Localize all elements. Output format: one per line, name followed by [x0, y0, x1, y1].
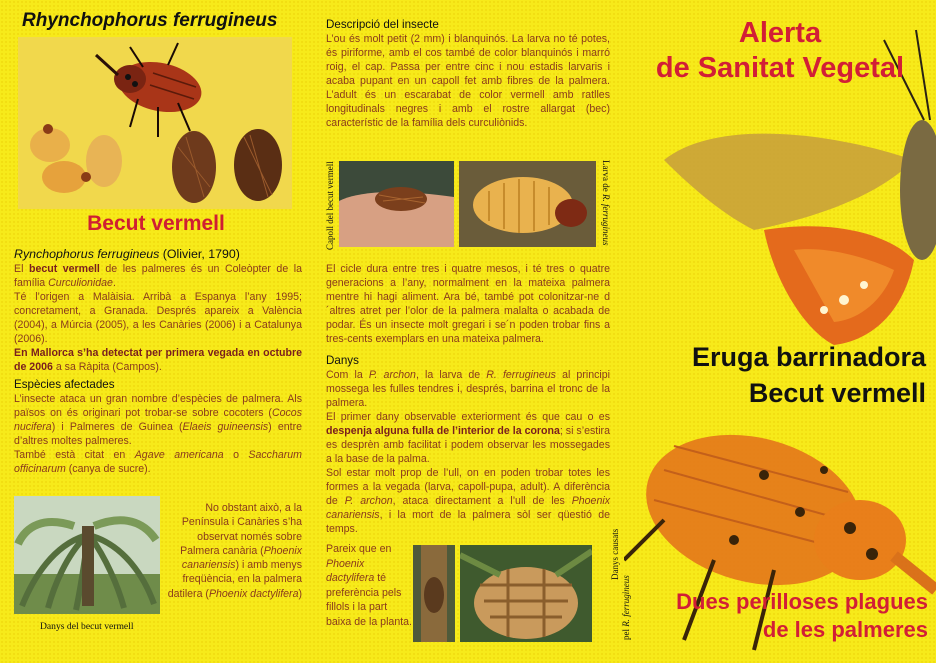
text-run: També està citat en: [14, 449, 135, 461]
text-run-italic: Phoenix canariensis: [326, 495, 610, 521]
text-run-italic: R. ferrugineus: [601, 193, 611, 246]
text-run-italic: Saccharum officinarum: [14, 449, 303, 475]
text-run-bold: despenja alguna fulla de l’interior de la corona: [326, 425, 560, 437]
description-heading: Descripció del insecte: [326, 18, 439, 31]
alert-line-1: Alerta: [738, 17, 822, 49]
cover-title-line-1: Eruga barrinadora: [691, 342, 926, 372]
cover-subtitle-line-1: Dues perilloses plagues: [676, 589, 928, 614]
cover-artwork: [624, 0, 936, 663]
text-run: ) entre d’altres moltes palmeres.: [14, 421, 302, 447]
description-block: [326, 14, 610, 130]
text-run: a sa Ràpita (Campos).: [52, 361, 162, 373]
cycle-block: [326, 262, 610, 536]
weevil-life-stages-figure: [18, 37, 292, 209]
text-run: Danys causats: [610, 528, 620, 580]
text-run-italic: Agave americana: [134, 449, 224, 461]
text-run-italic: P. archon: [344, 495, 393, 507]
cocoon-in-hand-photo: [339, 161, 454, 247]
text-run: Sol estar molt prop de l’ull, on en poden trobar totes les formes a la vegada (larva, capoll-pupa, adult). A diferència de: [326, 467, 610, 507]
cover-title-line-2: Becut vermell: [748, 378, 926, 408]
section-heading-becut-vermell: Becut vermell: [87, 212, 225, 235]
text-run: Larva de: [601, 160, 611, 194]
trunk-damage-photo: [413, 545, 455, 642]
description-paragraph: L’ou és molt petit (2 mm) i blanquinós. La larva no té potes, és piriforme, amb el cos també de color blanquinós i marró roig, el cap. Passa per entre cinc i nou estadis larvaris i acaba pupant en un capoll fet amb fibres de la palmera. L’adult és un escarabat de color vermell amb ratlles longitudinals negres i amb el rostre allargat (bec) característic de la família dels curculiònids.: [326, 33, 610, 129]
middle-panel: [312, 0, 631, 663]
text-run-bold: becut vermell: [28, 263, 100, 275]
crown-damage-photo: [460, 545, 592, 642]
affected-species-paragraph: [14, 392, 302, 448]
cycle-paragraph: El cicle dura entre tres i quatre mesos, i té tres o quatre generacions a l’any, normalment en la mateixa palmera mentre hi hagi aliment. Ara bé, també pot colonitzar-ne d´altres atret per l’olor de la palmera malalta o acabada de podar. És un insecte molt gregari i se´n poden trobar fins a tres-cents exemplars en una mateixa palmera.: [326, 263, 610, 345]
text-run: (canya de sucre).: [65, 463, 151, 475]
text-run: ): [298, 587, 302, 600]
intro-paragraph: [14, 262, 302, 290]
lead-line: [14, 247, 302, 262]
text-run: ) i amb menys freqüència, en la palmera datilera (: [167, 559, 302, 600]
text-run-italic: Phoenix dactylifera: [208, 587, 299, 600]
damage-paragraph-3: [326, 466, 610, 536]
preference-note: [326, 542, 412, 629]
text-run-italic: Cocos nucifera: [14, 407, 302, 433]
species-title: Rhynchophorus ferrugineus: [22, 10, 278, 31]
mallorca-paragraph: [14, 346, 302, 374]
text-run-italic: P. archon: [368, 369, 416, 381]
text-run: .: [112, 277, 116, 289]
damaged-palm-photo: [14, 496, 160, 614]
other-hosts-paragraph: [14, 448, 302, 476]
left-panel: [0, 0, 312, 663]
lead-species: Rynchophorus ferrugineus: [14, 247, 160, 261]
text-run: L’insecte ataca un gran nombre d’espècies de palmera. Als països on és originari pot trobar-se sobre cocoters (: [14, 393, 302, 419]
cover-panel: [624, 0, 936, 663]
cover-title: [692, 339, 926, 411]
cocoon-caption: Capoll del becut vermell: [325, 161, 335, 250]
cover-subtitle-line-2: de les palmeres: [762, 617, 928, 642]
damage-paragraph-1: [326, 368, 610, 410]
text-run-italic: Phoenix dactylifera: [326, 557, 375, 584]
palm-photo-caption: Danys del becut vermell: [40, 621, 134, 632]
text-run: ) i Palmeres de Guinea (: [51, 421, 183, 433]
text-run-bold: En Mallorca s’ha detectat per primera vegada en octubre de 2006: [14, 347, 302, 373]
text-run: pel: [621, 626, 631, 640]
text-run: o: [223, 449, 249, 461]
larva-photo: [459, 161, 596, 247]
larva-caption: [601, 160, 611, 245]
origin-paragraph: Té l’origen a Malàisia. Arribà a Espanya l’any 1995; concretament, a Granada. Després apareix a València (2004), a Múrcia (2005), a les Canàries (2006) i a Catalunya (2006).: [14, 291, 302, 345]
text-run-italic: Phoenix canariensis: [181, 544, 302, 572]
text-run: , i la mort de la palmera sòl ser qüestió de temps.: [326, 509, 610, 535]
damage-photo-caption: [610, 529, 620, 580]
text-run: de les palmeres és un Coleòpter de la família: [14, 263, 302, 289]
damage-paragraph-2: [326, 410, 610, 466]
text-run-italic: Curculionidae: [48, 277, 113, 289]
text-run: El primer dany observable exteriorment és que cau o es: [326, 411, 610, 423]
text-run-italic: Elaeis guineensis: [182, 421, 269, 433]
cover-subtitle: [676, 588, 928, 644]
alert-title: [624, 16, 936, 86]
text-run: al principi mossega les fulles tendres i, després, barrina el tronc de la palmera.: [326, 369, 610, 409]
text-run: El: [14, 263, 29, 275]
damage-heading: Danys: [326, 354, 359, 367]
text-run-italic: R. ferrugineus: [621, 575, 631, 627]
intro-column: [14, 247, 302, 476]
text-run: No obstant això, a la Península i Canàries s’ha observat només sobre Palmera canària (: [180, 502, 302, 557]
text-run: , ataca directament a l’ull de les: [392, 495, 572, 507]
text-run: , la larva de: [415, 369, 487, 381]
text-run: Com la: [326, 369, 369, 381]
lead-author: (Olivier, 1790): [159, 247, 240, 261]
peninsula-note: [167, 501, 302, 601]
text-run: té preferència pels fillols i la part baixa de la planta.: [326, 572, 412, 628]
text-run: ; si s’estira es desprèn amb facilitat i podem observar les mossegades a la base de la palma.: [326, 425, 610, 465]
text-run-italic: R. ferrugineus: [486, 369, 556, 381]
alert-line-2: de Sanitat Vegetal: [655, 52, 905, 84]
affected-species-heading: Espècies afectades: [14, 378, 115, 391]
text-run: Pareix que en: [326, 543, 392, 555]
